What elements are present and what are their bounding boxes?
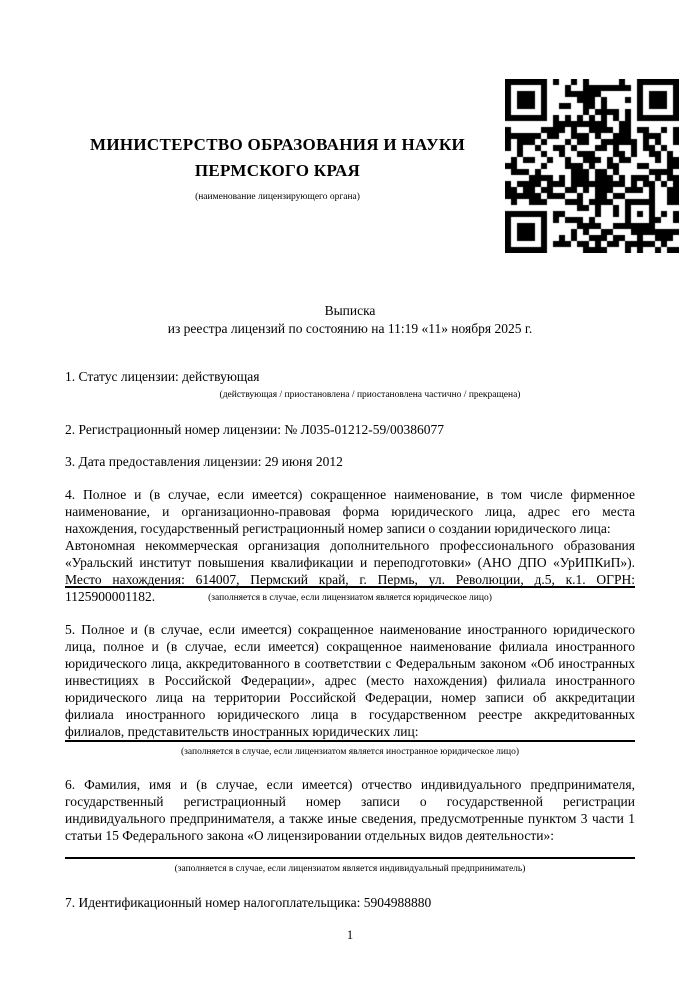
- document-title-line2: из реестра лицензий по состоянию на 11:19 «11» ноября 2025 г.: [167, 320, 533, 336]
- field-taxpayer-number: 7. Идентификационный номер налогоплательщика: 5904988880: [65, 895, 432, 910]
- divider-line-individual-entrepreneur: [65, 857, 635, 859]
- field-individual-entrepreneur-label: 6. Фамилия, имя и (в случае, если имеется) отчество индивидуального предпринимателя, государственный регистрационный номер записи о государственной регистрации индивидуального предпринимателя, а также иные сведения, предусмотренные пунктом 3 части 1 статьи 15 Федерального закона «О лицензировании отдельных видов деятельности»:: [65, 777, 635, 843]
- field-legal-entity-label: 4. Полное и (в случае, если имеется) сокращенное наименование, в том числе фирменное наименование, и организационно-правовая форма юридического лица, адрес его места нахождения, государственный регистрационный номер записи о создании юридического лица:: [65, 487, 635, 536]
- qr-code-icon: [505, 79, 679, 253]
- field-registration-number: 2. Регистрационный номер лицензии: № Л035-01212-59/00386077: [65, 422, 445, 437]
- ministry-name-line2: ПЕРМСКОГО КРАЯ: [194, 161, 361, 180]
- ministry-name-note: (наименование лицензирующего органа): [195, 192, 360, 202]
- field-legal-entity-value: Автономная некоммерческая организация дополнительного профессионального образования «Уральский институт повышения квалификации и переподготовки» (АНО ДПО «УрИПКиП»). Место нахождения: 614007, Пермский край, г. Пермь, ул. Революции, д.5, к.1. ОГРН: 1125900001182.: [65, 538, 635, 604]
- page-number: 1: [346, 928, 354, 942]
- field-individual-entrepreneur: [65, 776, 635, 844]
- divider-line-legal-entity: [65, 586, 635, 588]
- field-license-status-note: (действующая / приостановлена / приостановлена частично / прекращена): [219, 390, 521, 400]
- field-foreign-entity-label: 5. Полное и (в случае, если имеется) сокращенное наименование иностранного юридического лица, полное и (в случае, если имеется) сокращенное наименование филиала иностранного юридического лица, аккредитованного в соответствии с Федеральным законом «Об иностранных инвестициях в Российской Федерации», адрес (место нахождения) филиала иностранного юридического лица на территории Российской Федерации, номер записи об аккредитации филиала иностранного юридического лица в государственном реестре аккредитованных филиалов, представительств иностранных юридических лиц:: [65, 622, 635, 739]
- divider-line-foreign-entity: [65, 740, 635, 742]
- field-foreign-entity: [65, 621, 635, 740]
- qr-code-canvas: [505, 79, 679, 253]
- document-title-line1: Выписка: [324, 303, 376, 318]
- field-individual-entrepreneur-note: (заполняется в случае, если лицензиатом является индивидуальный предприниматель): [174, 864, 526, 874]
- document-title: [65, 302, 635, 337]
- field-license-grant-date: 3. Дата предоставления лицензии: 29 июня 2012: [65, 454, 343, 469]
- ministry-header: [65, 132, 490, 203]
- field-foreign-entity-note: (заполняется в случае, если лицензиатом является иностранное юридическое лицо): [181, 747, 519, 757]
- field-license-status: 1. Статус лицензии: действующая: [65, 369, 260, 384]
- ministry-name-line1: МИНИСТЕРСТВО ОБРАЗОВАНИЯ И НАУКИ: [89, 135, 466, 154]
- field-legal-entity-note: (заполняется в случае, если лицензиатом является юридическое лицо): [208, 593, 492, 603]
